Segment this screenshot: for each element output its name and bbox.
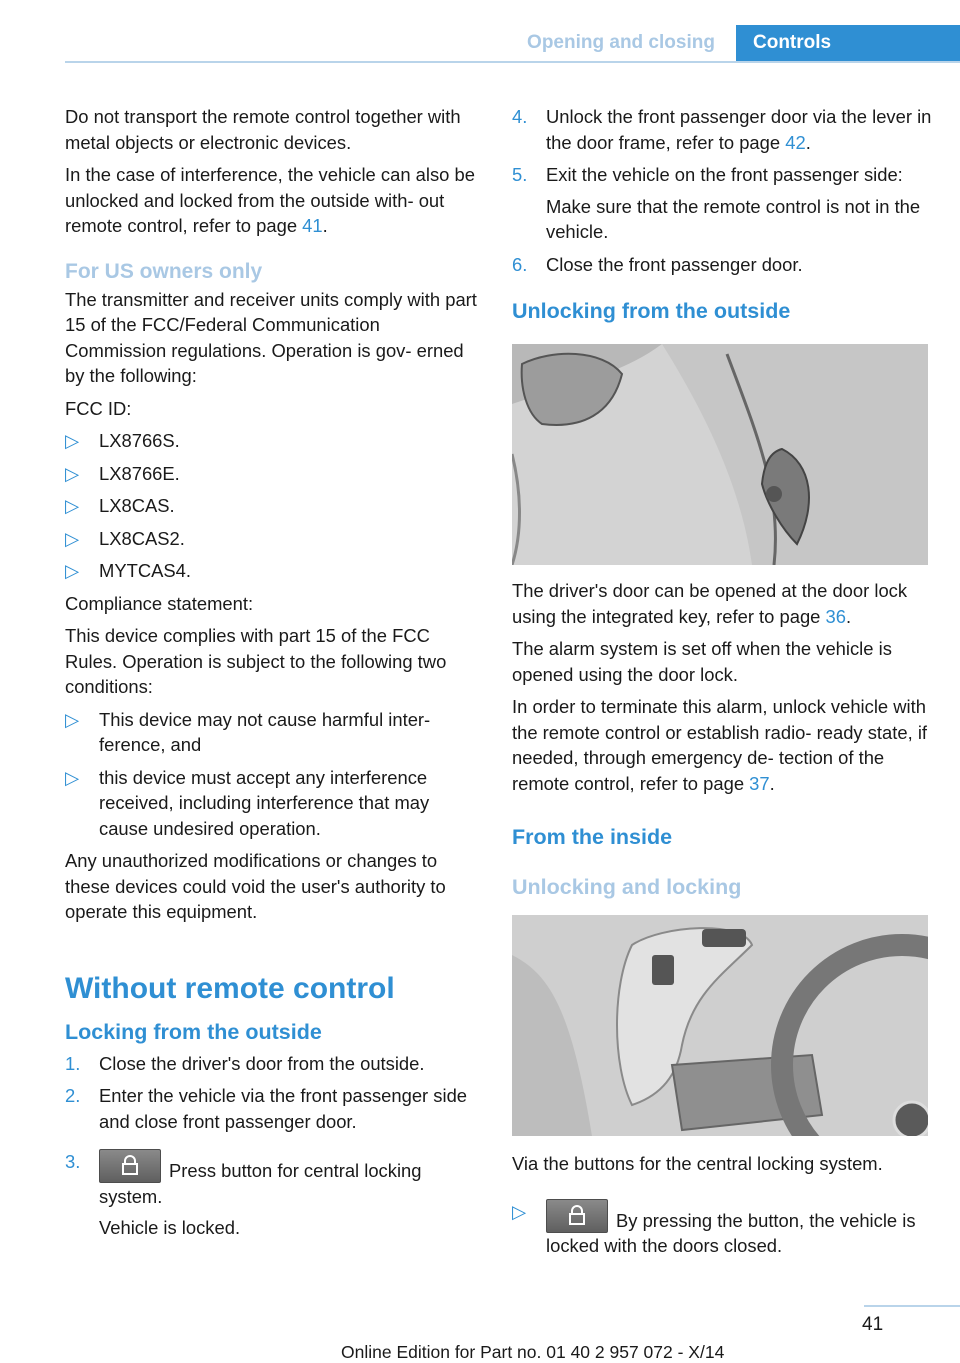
step-number: 4. bbox=[512, 106, 528, 127]
step-item bbox=[512, 162, 932, 245]
step-number: 6. bbox=[512, 253, 528, 275]
paragraph bbox=[512, 694, 932, 796]
text: . bbox=[846, 605, 852, 627]
fcc-id-label: FCC ID: bbox=[65, 397, 132, 419]
door-panel-photo bbox=[512, 915, 928, 1136]
text: . bbox=[322, 215, 328, 236]
paragraph: Via the buttons for the central locking system. bbox=[512, 1153, 883, 1174]
list-item bbox=[65, 493, 481, 519]
step-subtext: Make sure that the remote control is not in the vehicle. bbox=[546, 195, 921, 242]
text: The driver's door can be opened at the door lock using the integrated key, refer to page bbox=[512, 580, 908, 627]
list-item-text: LX8766S. bbox=[99, 430, 180, 451]
list-item-text: By pressing the button, the vehicle is locked with the doors closed. bbox=[546, 1209, 916, 1256]
list-item bbox=[65, 765, 481, 842]
list-item bbox=[65, 707, 481, 758]
step-text: Close the driver's door from the outside. bbox=[99, 1052, 425, 1074]
page-number: 41 bbox=[862, 1314, 884, 1335]
step-item bbox=[65, 1051, 481, 1077]
step-text: Close the front passenger door. bbox=[546, 253, 803, 275]
bullet-icon: ▷ bbox=[65, 495, 80, 516]
bullet-icon: ▷ bbox=[65, 527, 80, 549]
list-item-text: this device must accept any interference received, including interference that may cause undesired operation. bbox=[99, 766, 430, 839]
step-number: 2. bbox=[65, 1085, 81, 1106]
us-owners-heading: For US owners only bbox=[65, 259, 263, 283]
subsection-title: Unlocking from the outside bbox=[512, 299, 791, 323]
header-section-label: Opening and closing bbox=[527, 32, 715, 53]
subsubsection-title: Unlocking and locking bbox=[512, 875, 742, 899]
steps-list bbox=[65, 1051, 481, 1241]
paragraph: Any unauthorized modifications or changes to these devices could void the user's authority to operate this equipment. bbox=[65, 850, 446, 922]
list-item bbox=[65, 526, 481, 552]
door-lock-photo bbox=[512, 344, 928, 565]
bullet-icon: ▷ bbox=[65, 462, 80, 484]
subsection-title: From the inside bbox=[512, 825, 673, 849]
step-body bbox=[546, 162, 932, 245]
paragraph: Do not transport the remote control together with metal objects or electronic devices. bbox=[65, 106, 461, 153]
step-item bbox=[65, 1149, 481, 1241]
list-item bbox=[65, 461, 481, 487]
list-item-body bbox=[546, 1199, 932, 1259]
step-item bbox=[512, 104, 932, 155]
list-item-text: This device may not cause harmful inter‐ ference, and bbox=[99, 708, 431, 755]
list-item bbox=[65, 428, 481, 454]
bullet-icon: ▷ bbox=[65, 430, 80, 451]
header-rule bbox=[65, 61, 960, 63]
list-item bbox=[65, 558, 481, 584]
page-link[interactable]: 42 bbox=[785, 131, 806, 153]
subsection-title: Locking from the outside bbox=[65, 1019, 322, 1044]
central-lock-button-icon bbox=[99, 1149, 161, 1183]
bullet-icon: ▷ bbox=[65, 766, 80, 788]
list-item bbox=[512, 1199, 932, 1259]
step-text: Press button for central locking system. bbox=[99, 1160, 422, 1207]
list-item-text: LX8CAS2. bbox=[99, 527, 185, 549]
list-item-text: LX8CAS. bbox=[99, 495, 175, 516]
fcc-id-list bbox=[65, 428, 481, 584]
paragraph bbox=[65, 162, 481, 239]
edition-footer: Online Edition for Part no. 01 40 2 957 072 - X/14 bbox=[341, 1342, 725, 1362]
paragraph: The transmitter and receiver units comply with part 15 of the FCC/Federal Communication Commission regulations. Operation is gov‐ erned by the following: bbox=[65, 288, 477, 386]
bullet-icon: ▷ bbox=[65, 560, 80, 581]
section-title: Without remote control bbox=[65, 971, 395, 1005]
bullet-icon: ▷ bbox=[512, 1200, 527, 1222]
text: . bbox=[805, 131, 811, 153]
text: In order to terminate this alarm, unlock vehicle with the remote control or establish radio- ready state, if needed, through emergency de‐ tection of the remote control, refer to page bbox=[512, 696, 928, 794]
compliance-label: Compliance statement: bbox=[65, 592, 254, 614]
page-link[interactable]: 36 bbox=[825, 605, 846, 627]
right-column bbox=[512, 104, 932, 1266]
step-text: Unlock the front passenger door via the lever in the door frame, refer to page bbox=[546, 106, 932, 153]
paragraph bbox=[512, 578, 932, 629]
step-item bbox=[65, 1083, 481, 1134]
paragraph: The alarm system is set off when the vehicle is opened using the door lock. bbox=[512, 638, 892, 685]
step-item bbox=[512, 252, 932, 278]
step-number: 3. bbox=[65, 1151, 81, 1172]
step-body bbox=[99, 1149, 481, 1241]
step-number: 5. bbox=[512, 164, 528, 185]
step-subtext: Vehicle is locked. bbox=[99, 1217, 241, 1238]
left-column bbox=[65, 104, 481, 1248]
text: . bbox=[769, 772, 775, 794]
text: In the case of interference, the vehicle can also be unlocked and locked from the outside with‐ out remote control, refer to page bbox=[65, 164, 475, 236]
central-lock-button-icon bbox=[546, 1199, 608, 1233]
page-link[interactable]: 37 bbox=[749, 772, 770, 794]
footer-rule bbox=[864, 1305, 960, 1307]
step-text: Enter the vehicle via the front passenger side and close front passenger door. bbox=[99, 1085, 468, 1132]
bullet-icon: ▷ bbox=[65, 708, 80, 730]
step-body bbox=[546, 104, 932, 155]
page-link[interactable]: 41 bbox=[302, 215, 323, 236]
step-number: 1. bbox=[65, 1052, 81, 1074]
list-item-text: LX8766E. bbox=[99, 462, 180, 484]
paragraph: This device complies with part 15 of the FCC Rules. Operation is subject to the following two conditions: bbox=[65, 625, 447, 697]
conditions-list bbox=[65, 707, 481, 842]
step-text: Exit the vehicle on the front passenger side: bbox=[546, 164, 903, 185]
list-item-text: MYTCAS4. bbox=[99, 560, 191, 581]
header-chapter-tab: Controls bbox=[736, 25, 960, 63]
